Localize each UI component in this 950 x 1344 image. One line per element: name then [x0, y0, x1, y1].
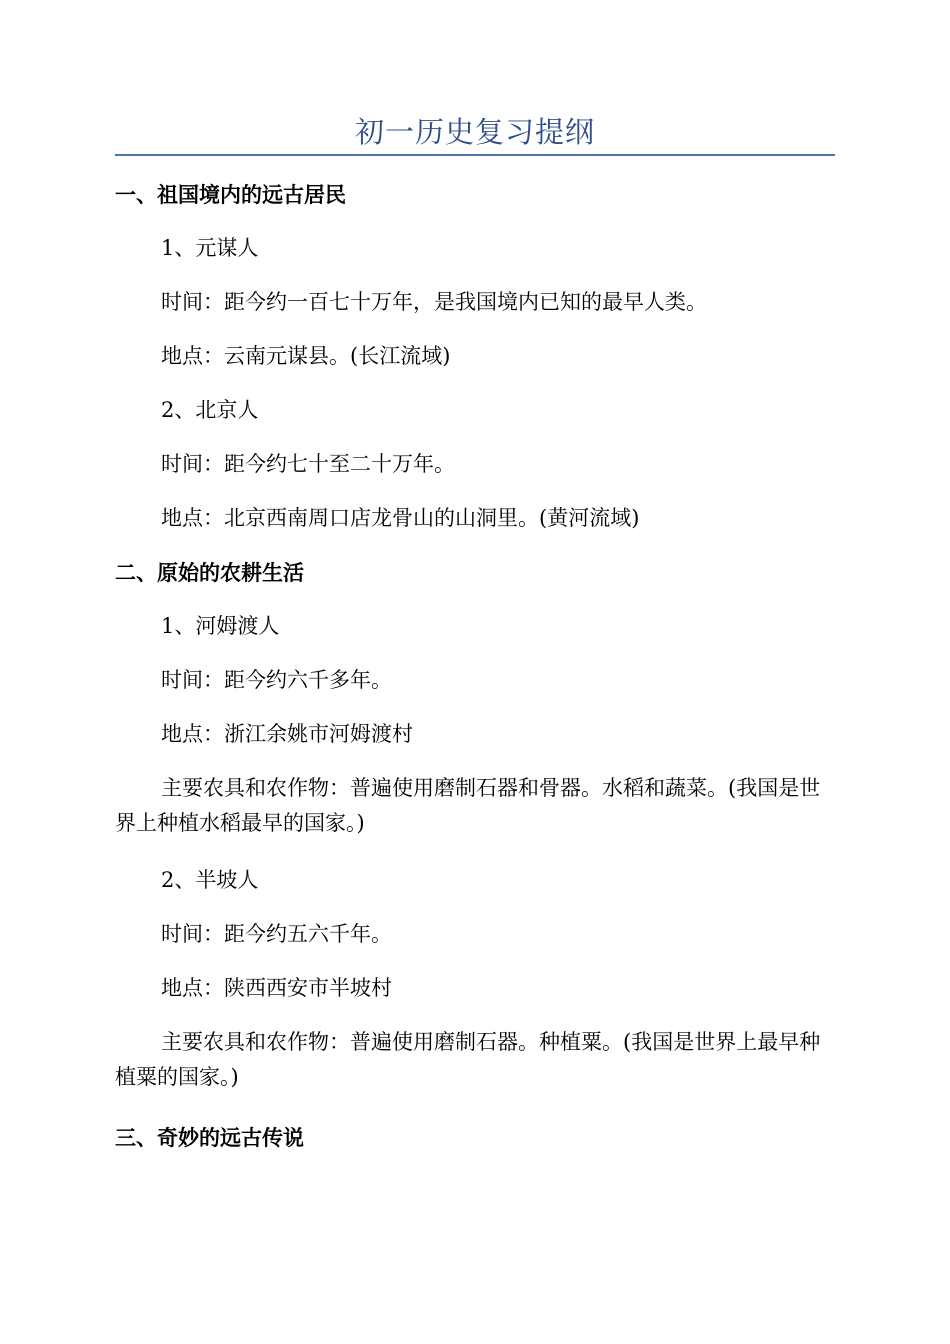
paragraph: 主要农具和农作物：普遍使用磨制石器和骨器。水稻和蔬菜。(我国是世界上种植水稻最早的国家。)	[115, 776, 821, 835]
section-heading: 三、奇妙的远古传说	[115, 1126, 304, 1150]
paragraph: 1、河姆渡人	[161, 614, 280, 638]
title-underline	[115, 154, 835, 156]
paragraph: 时间：距今约六千多年。	[161, 668, 392, 692]
paragraph: 时间：距今约五六千年。	[161, 922, 392, 946]
paragraph: 时间：距今约七十至二十万年。	[161, 452, 455, 476]
paragraph: 地点：浙江余姚市河姆渡村	[161, 722, 413, 746]
paragraph: 2、北京人	[161, 398, 259, 422]
paragraph: 地点：云南元谋县。(长江流域)	[161, 344, 451, 368]
paragraph: 地点：北京西南周口店龙骨山的山洞里。(黄河流域)	[161, 506, 640, 530]
section-heading: 二、原始的农耕生活	[115, 561, 304, 585]
paragraph: 1、元谋人	[161, 236, 259, 260]
paragraph: 时间：距今约一百七十万年，是我国境内已知的最早人类。	[161, 290, 707, 314]
paragraph: 2、半坡人	[161, 868, 259, 892]
section-heading: 一、祖国境内的远古居民	[115, 183, 346, 207]
page-title: 初一历史复习提纲	[354, 115, 595, 149]
paragraph: 地点：陕西西安市半坡村	[161, 976, 392, 1000]
paragraph: 主要农具和农作物：普遍使用磨制石器。种植粟。(我国是世界上最早种植粟的国家。)	[115, 1030, 821, 1089]
